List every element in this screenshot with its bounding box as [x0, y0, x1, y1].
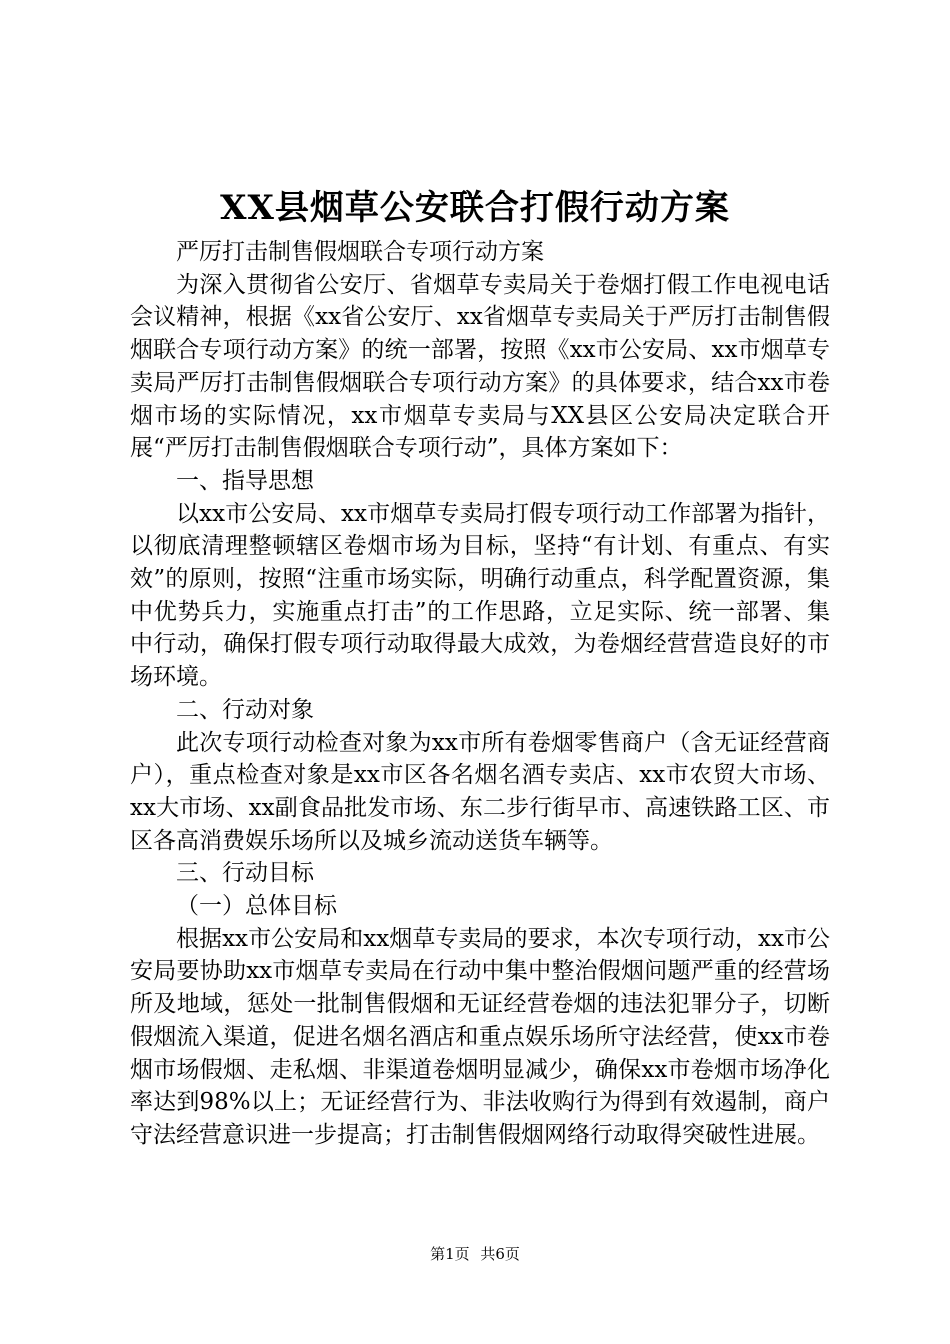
section-heading-action-targets: 二、行动对象	[176, 696, 314, 723]
section-heading-guiding-ideology: 一、指导思想	[176, 467, 314, 494]
page-footer	[0, 1243, 950, 1265]
document-title: XX县烟草公安联合打假行动方案	[220, 188, 730, 228]
page-number: 第1页	[430, 1245, 470, 1263]
subsection-heading-overall-goal: （一）总体目标	[176, 893, 337, 920]
page-total: 共6页	[480, 1245, 520, 1263]
guiding-ideology-paragraph: 以xx市公安局、xx市烟草专卖局打假专项行动工作部署为指针，以彻底清理整顿辖区卷烟市场为目标，坚持“有计划、有重点、有实效”的原则，按照“注重市场实际，明确行动重点，科学配置资源，集中优势兵力，实施重点打击”的工作思路，立足实际、统一部署、集中行动，确保打假专项行动取得最大成效，为卷烟经营营造良好的市场环境。	[130, 500, 830, 691]
document-body	[130, 236, 830, 1152]
document-subtitle: 严厉打击制售假烟联合专项行动方案	[176, 239, 544, 265]
action-targets-paragraph: 此次专项行动检查对象为xx市所有卷烟零售商户（含无证经营商户），重点检查对象是xx市区各名烟名酒专卖店、xx市农贸大市场、xx大市场、xx副食品批发市场、东二步行街早市、高速铁路工区、市区各高消费娱乐场所以及城乡流动送货车辆等。	[130, 729, 830, 854]
section-heading-action-goals: 三、行动目标	[176, 860, 314, 887]
intro-paragraph: 为深入贯彻省公安厅、省烟草专卖局关于卷烟打假工作电视电话会议精神，根据《xx省公安厅、xx省烟草专卖局关于严厉打击制售假烟联合专项行动方案》的统一部署，按照《xx市公安局、xx市烟草专卖局严厉打击制售假烟联合专项行动方案》的具体要求，结合xx市卷烟市场的实际情况，xx市烟草专卖局与XX县区公安局决定联合开展“严厉打击制售假烟联合专项行动”，具体方案如下：	[130, 271, 830, 462]
overall-goal-paragraph: 根据xx市公安局和xx烟草专卖局的要求，本次专项行动，xx市公安局要协助xx市烟草专卖局在行动中集中整治假烟问题严重的经营场所及地域，惩处一批制售假烟和无证经营卷烟的违法犯罪分子，切断假烟流入渠道，促进名烟名酒店和重点娱乐场所守法经营，使xx市卷烟市场假烟、走私烟、非渠道卷烟明显减少，确保xx市卷烟市场净化率达到98%以上；无证经营行为、非法收购行为得到有效遏制，商户守法经营意识进一步提高；打击制售假烟网络行动取得突破性进展。	[130, 925, 830, 1148]
